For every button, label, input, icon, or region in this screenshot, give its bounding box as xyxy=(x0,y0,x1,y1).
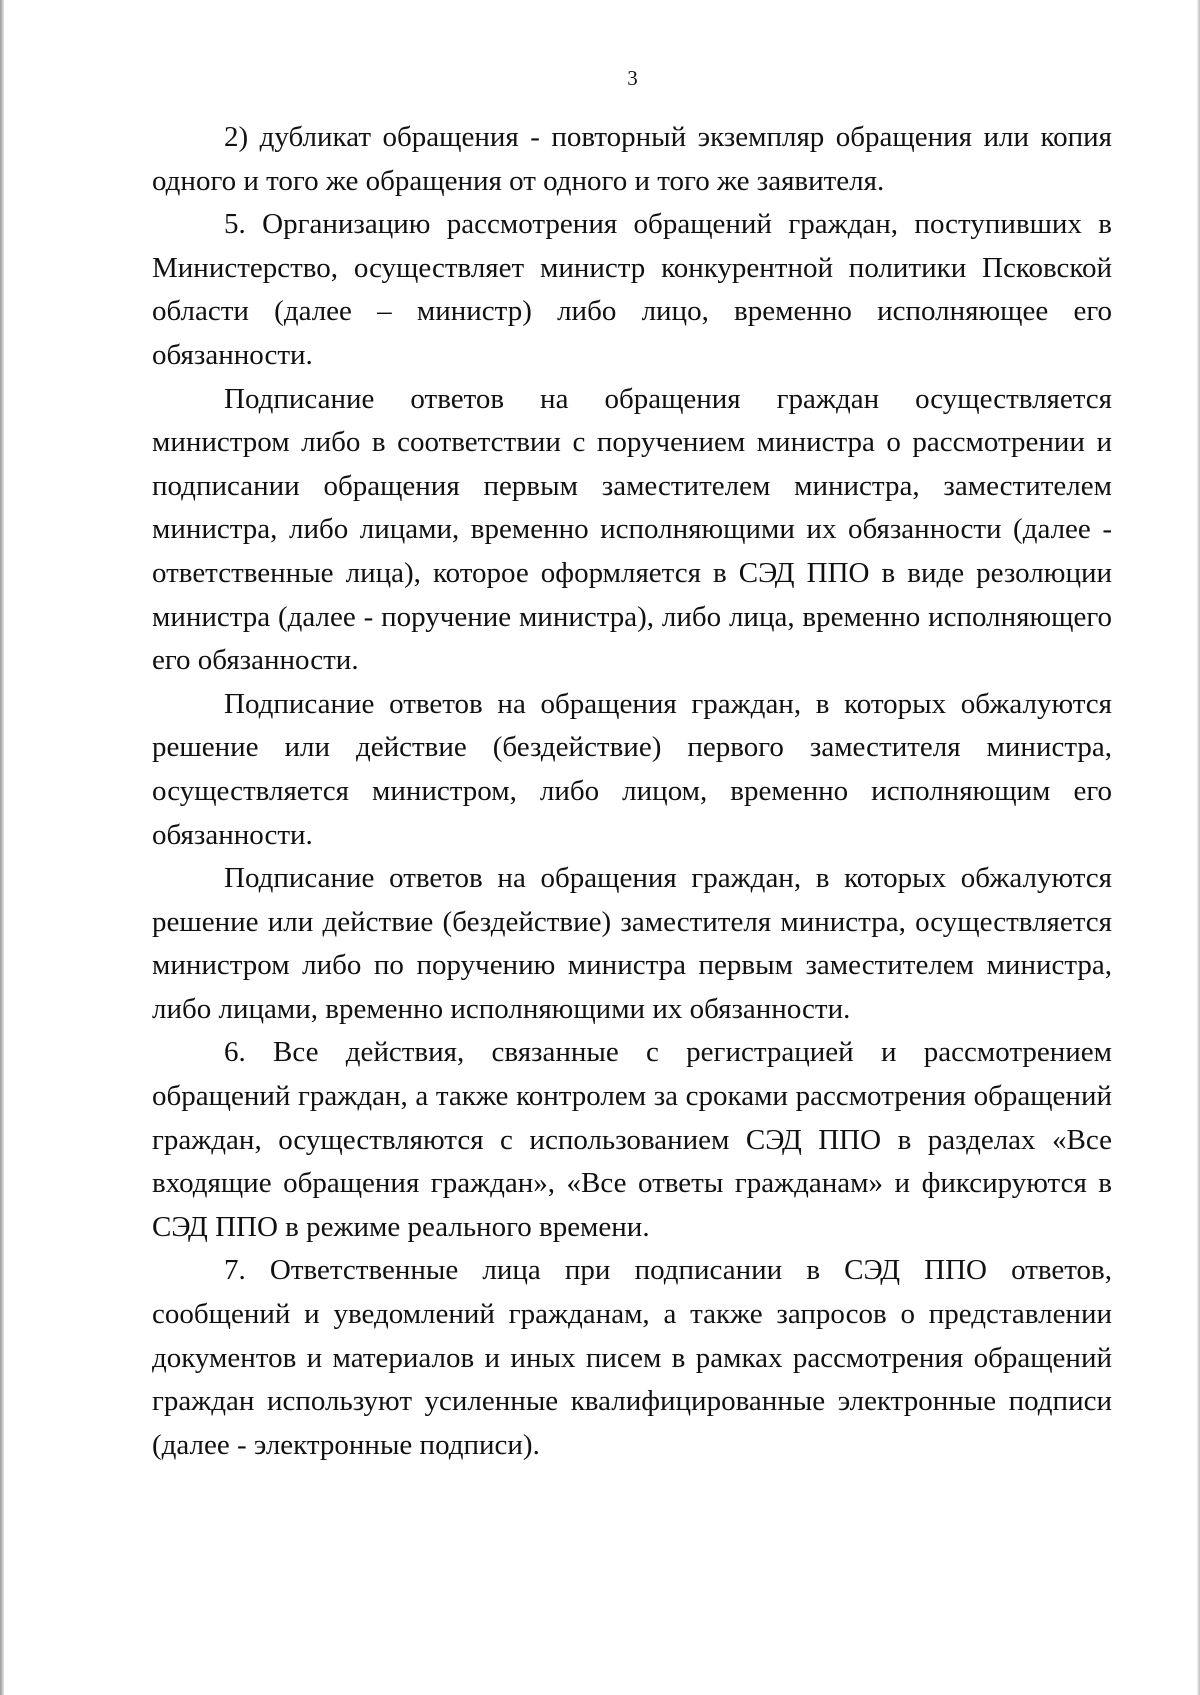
paragraph-signing-answers: Подписание ответов на обращения граждан осуществляется министром либо в соответствии с поручением министра о рассмотрении и подписании обращения первым заместителем министра, заместителем министра, либо лицами, временно исполняющими их обязанности (далее - ответственные лица), которое оформляется в СЭД ППО в виде резолюции министра (далее - поручение министра), либо лица, временно исполняющего его обязанности. xyxy=(152,382,1112,677)
paragraph-duplicate-definition: 2) дубликат обращения - повторный экземпляр обращения или копия одного и того же обращения от одного и того же заявителя. xyxy=(152,121,1112,197)
paragraph-signing-deputy: Подписание ответов на обращения граждан, в которых обжалуются решение или действие (бездействие) заместителя министра, осуществляется министром либо по поручению министра первым заместителем министра, либо лицами, временно исполняющими их обязанности. xyxy=(152,862,1112,1025)
paragraph-signing-first-deputy: Подписание ответов на обращения граждан, в которых обжалуются решение или действие (бездействие) первого заместителя министра, осуществляется министром, либо лицом, временно исполняющим его обязанности. xyxy=(152,687,1112,851)
paragraph-item-6: 6. Все действия, связанные с регистрацией и рассмотрением обращений граждан, а также контролем за сроками рассмотрения обращений граждан, осуществляются с использованием СЭД ППО в разделах «Все входящие обращения граждан», «Все ответы гражданам» и фиксируются в СЭД ППО в режиме реального времени. xyxy=(152,1036,1112,1243)
document-body xyxy=(152,116,1112,1467)
page-number: 3 xyxy=(627,66,638,90)
paragraph-item-7: 7. Ответственные лица при подписании в СЭД ППО ответов, сообщений и уведомлений гражданам, а также запросов о представлении документов и материалов и иных писем в рамках рассмотрения обращений граждан используют усиленные квалифицированные электронные подписи (далее - электронные подписи). xyxy=(152,1254,1112,1461)
paragraph-item-5: 5. Организацию рассмотрения обращений граждан, поступивших в Министерство, осуществляет министр конкурентной политики Псковской области (далее – министр) либо лицо, временно исполняющее его обязанности. xyxy=(152,208,1112,371)
scan-left-edge xyxy=(0,0,4,1695)
